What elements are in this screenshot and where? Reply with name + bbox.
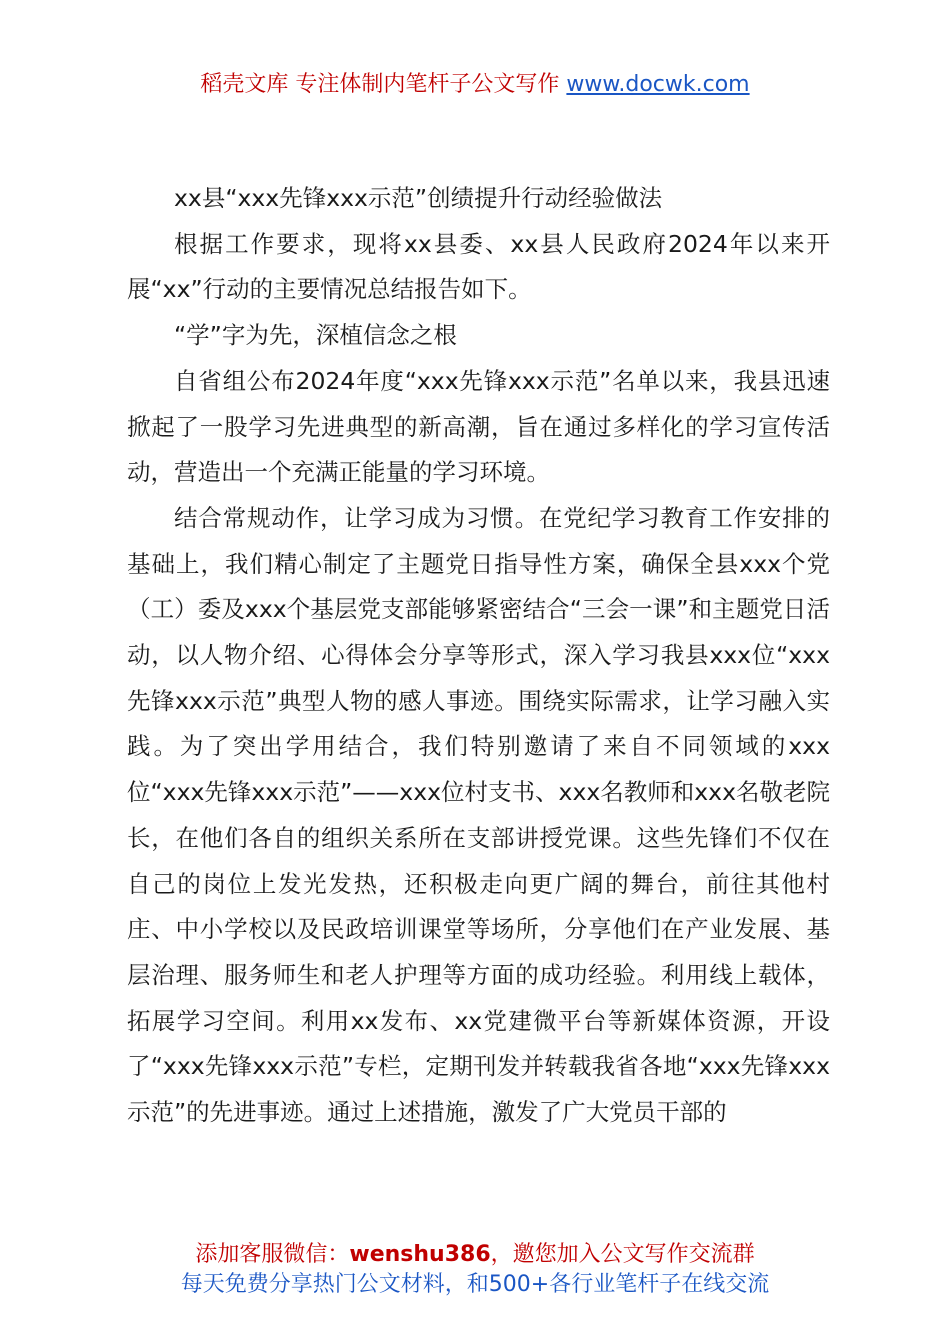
section-heading: “学”字为先，深植信念之根 bbox=[174, 321, 457, 350]
wechat-id: wenshu386 bbox=[349, 1242, 491, 1267]
paragraph: 自省组公布2024年度“xxx先锋xxx示范”名单以来，我县迅速掀起了一股学习先进典型的新高潮，旨在通过多样化的学习宣传活动，营造出一个充满正能量的学习环境。 bbox=[127, 366, 830, 487]
document-title: xx县“xxx先锋xxx示范”创绩提升行动经验做法 bbox=[174, 184, 663, 212]
footer-suffix: ，邀您加入公文写作交流群 bbox=[490, 1242, 755, 1267]
header-url-link[interactable]: www.docwk.com bbox=[566, 72, 750, 97]
paragraph: 结合常规动作，让学习成为习惯。在党纪学习教育工作安排的基础上，我们精心制定了主题党日指导性方案，确保全县xxx个党（工）委及xxx个基层党支部能够紧密结合“三会一课”和主题党日活动，以人物介绍、心得体会分享等形式，深入学习我县xxx位“xxx先锋xxx示范”典型人物的感人事迹。围绕实际需求，让学习融入实践。为了突出学用结合，我们特别邀请了来自不同领域的xxx位“xxx先锋xxx示范”——xxx位村支书、xxx名教师和xxx名敬老院长，在他们各自的组织关系所在支部讲授党课。这些先锋们不仅在自己的岗位上发光发热，还积极走向更广阔的舞台，前往其他村庄、中小学校以及民政培训课堂等场所，分享他们在产业发展、基层治理、服务师生和老人护理等方面的成功经验。利用线上载体，拓展学习空间。利用xx发布、xx党建微平台等新媒体资源，开设了“xxx先锋xxx示范”专栏，定期刊发并转载我省各地“xxx先锋xxx示范”的先进事迹。通过上述措施，激发了广大党员干部的 bbox=[127, 503, 830, 1127]
footer-promo-line: 每天免费分享热门公文材料，和500+各行业笔杆子在线交流 bbox=[180, 1272, 770, 1297]
document-body bbox=[127, 176, 830, 1136]
footer-prefix: 添加客服微信： bbox=[195, 1242, 350, 1267]
page-header bbox=[0, 70, 950, 100]
footer-contact-line bbox=[0, 1240, 950, 1270]
paragraph-intro: 根据工作要求，现将xx县委、xx县人民政府2024年以来开展“xx”行动的主要情况总结报告如下。 bbox=[127, 229, 830, 304]
page-footer bbox=[0, 1240, 950, 1300]
header-brand: 稻壳文库 专注体制内笔杆子公文写作 bbox=[200, 72, 560, 97]
